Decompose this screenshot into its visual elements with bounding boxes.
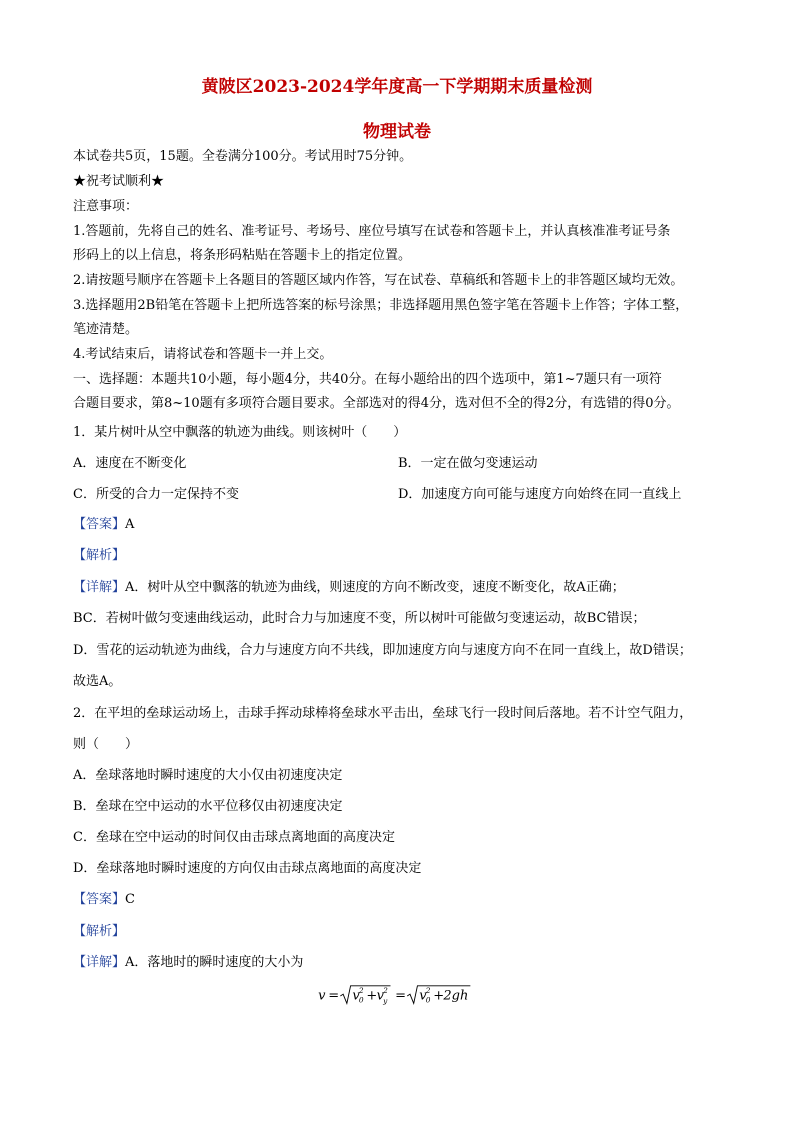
q1-detail-a-line (73, 580, 733, 596)
formula-2gh: 2gh (443, 988, 469, 1004)
section-instructions-1: 一、选择题：本题共10小题，每小题4分，共40分。在每小题给出的四个选项中，第1~7题只有一项符 (73, 372, 662, 387)
q2-option-a: A．垒球落地时瞬时速度的大小仅由初速度决定 (73, 768, 343, 783)
q1-detail-d: D．雪花的运动轨迹为曲线，合力与速度方向不共线，即加速度方向与速度方向不在同一直线上，故D错误； (73, 643, 692, 658)
formula-sub0-b: 0 (425, 995, 431, 1005)
q1-analysis-line (73, 548, 733, 564)
formula-vy: v (376, 988, 384, 1004)
exam-title: 黄陂区2023-2024学年度高一下学期期末质量检测 (201, 77, 593, 97)
notice-1b: 形码上的以上信息，将条形码粘贴在答题卡上的指定位置。 (73, 248, 412, 263)
q1-option-b: B．一定在做匀变速运动 (398, 456, 538, 471)
q1-answer-line (73, 517, 733, 533)
q2-answer: C (125, 892, 135, 907)
q1-analysis-label: 【解析】 (73, 548, 126, 563)
velocity-formula (312, 983, 482, 1009)
notice-3a: 3.选择题用2B铅笔在答题卡上把所选答案的标号涂黑；非选择题用黑色签字笔在答题卡上作答；字体工整， (73, 298, 689, 313)
q2-option-b: B．垒球在空中运动的水平位移仅由初速度决定 (73, 799, 343, 814)
formula-plus-2: + (433, 988, 445, 1004)
formula-equals-1: = (328, 988, 340, 1004)
q1-answer: A (125, 517, 135, 532)
q2-option-c: C．垒球在空中运动的时间仅由击球点离地面的高度决定 (73, 830, 395, 845)
notice-3b: 笔迹清楚。 (73, 322, 139, 337)
formula-suby: y (383, 996, 388, 1006)
q1-answer-label: 【答案】 (73, 517, 126, 532)
q1-option-c: C．所受的合力一定保持不变 (73, 487, 239, 502)
formula-sup-c: 2 (425, 986, 431, 996)
formula-equals-2: = (395, 988, 407, 1004)
formula-v0-b: v (419, 988, 427, 1004)
formula-plus-1: + (366, 988, 378, 1004)
wish-line: ★祝考试顺利★ (73, 174, 165, 189)
exam-info: 本试卷共5页，15题。全卷满分100分。考试用时75分钟。 (73, 149, 413, 164)
formula-v0-a: v (352, 988, 360, 1004)
q2-analysis-label: 【解析】 (73, 924, 126, 939)
formula-sup-a: 2 (358, 986, 364, 996)
notice-2: 2.请按题号顺序在答题卡上各题目的答题区域内作答，写在试卷、草稿纸和答题卡上的非答题区域均无效。 (73, 273, 684, 288)
q2-detail-label: 【详解】 (73, 955, 126, 970)
q1-option-a: A．速度在不断变化 (73, 456, 187, 471)
notice-heading: 注意事项： (73, 199, 139, 214)
q1-conclusion: 故选A。 (73, 674, 122, 689)
notice-1a: 1.答题前，先将自己的姓名、准考证号、考场号、座位号填写在试卷和答题卡上，并认真核准准考证号条 (73, 224, 671, 239)
q2-answer-label: 【答案】 (73, 892, 126, 907)
notice-4: 4.考试结束后，请将试卷和答题卡一并上交。 (73, 347, 333, 362)
q2-detail-a-line (73, 955, 733, 971)
formula-v: v (318, 988, 326, 1004)
q2-option-d: D．垒球落地时瞬时速度的方向仅由击球点离地面的高度决定 (73, 861, 422, 876)
q1-detail-bc: BC．若树叶做匀变速曲线运动，此时合力与加速度不变，所以树叶可能做匀变速运动，故BC错误； (73, 611, 646, 626)
q2-detail-a: A．落地时的瞬时速度的大小为 (125, 955, 304, 970)
exam-subtitle: 物理试卷 (363, 122, 431, 142)
q2-analysis-line (73, 924, 733, 940)
q1-detail-a: A．树叶从空中飘落的轨迹为曲线，则速度的方向不断改变，速度不断变化，故A正确； (125, 580, 625, 595)
q2-answer-line (73, 892, 733, 908)
q2-stem-b: 则（ ） (73, 737, 139, 752)
q1-stem: 1．某片树叶从空中飘落的轨迹为曲线。则该树叶（ ） (73, 425, 407, 440)
formula-sup-b: 2 (383, 986, 388, 996)
q1-detail-label: 【详解】 (73, 580, 126, 595)
section-instructions-2: 合题目要求，第8~10题有多项符合题目要求。全部选对的得4分，选对但不全的得2分，有选错的得0分。 (73, 396, 680, 411)
q2-stem-a: 2．在平坦的垒球运动场上，击球手挥动球棒将垒球水平击出，垒球飞行一段时间后落地。若不计空气阻力， (73, 706, 693, 721)
formula-sub0-a: 0 (358, 995, 364, 1005)
q1-option-d: D．加速度方向可能与速度方向始终在同一直线上 (398, 487, 682, 502)
